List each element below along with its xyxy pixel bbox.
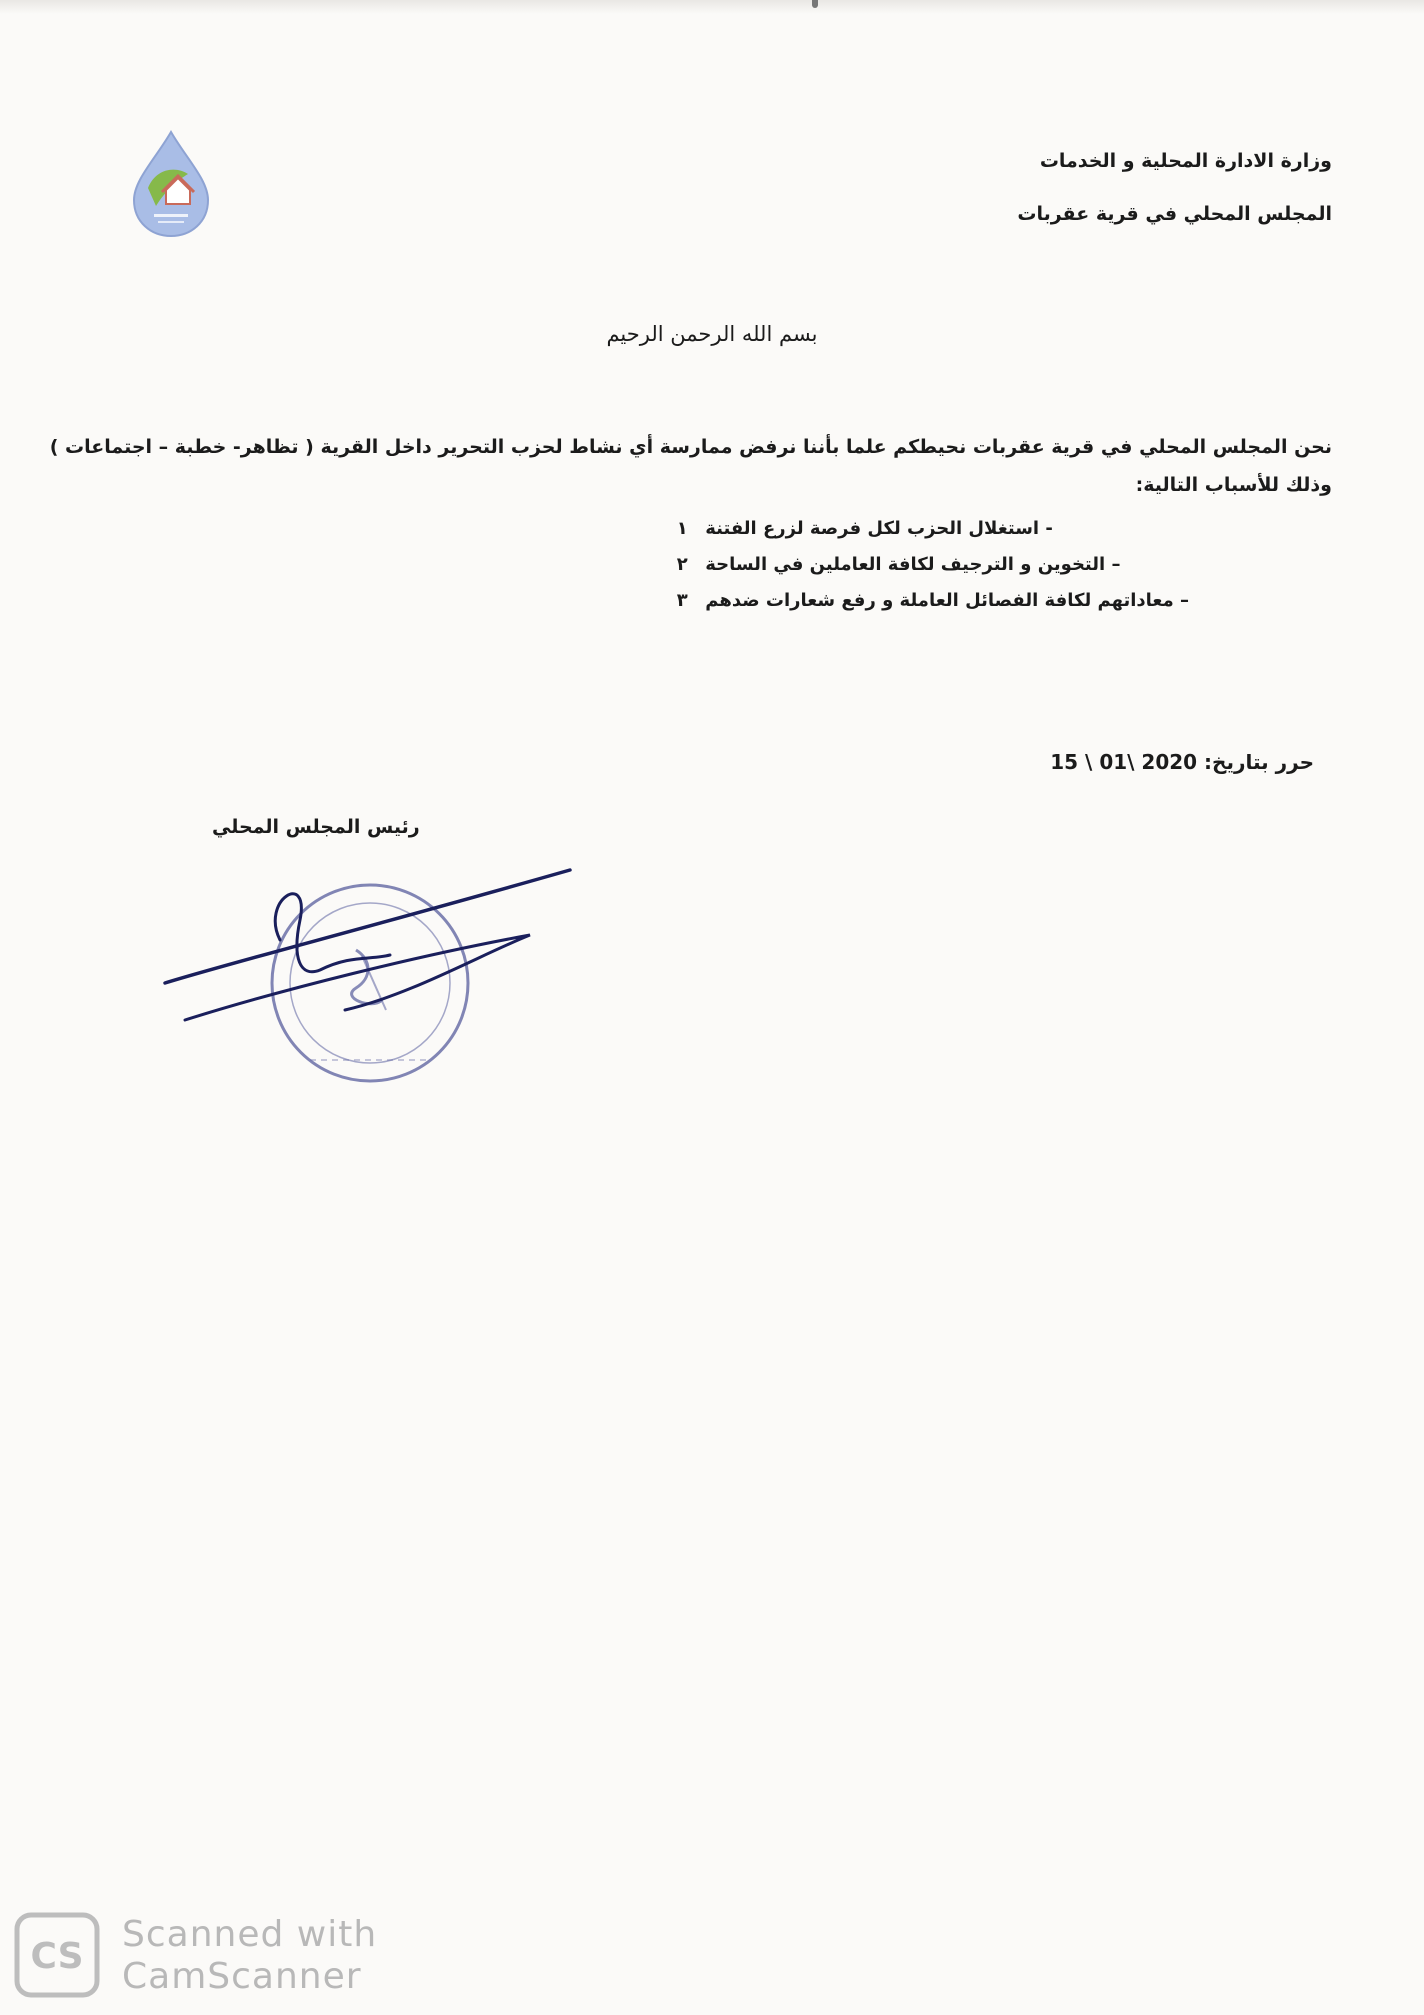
reason-text: – معاداتهم لكافة الفصائل العاملة و رفع شعارات ضدهم: [705, 590, 1189, 611]
camscanner-logo-icon: [14, 1912, 100, 1998]
svg-text:CS: CS: [30, 1936, 84, 1977]
stamp-and-signature: [160, 860, 580, 1090]
reasons-list: [659, 518, 1189, 626]
handwritten-signature-icon: [165, 870, 570, 1020]
council-title: المجلس المحلي في قرية عقربات: [1017, 203, 1332, 225]
issue-date: [1050, 750, 1314, 774]
list-item: [659, 518, 1189, 554]
statement-line-1: نحن المجلس المحلي في قرية عقربات نحيطكم علما بأننا نرفض ممارسة أي نشاط لحزب التحرير داخل القرية ( تظاهر- خطبة – اجتماعات ): [49, 436, 1332, 458]
reason-number: ١: [676, 518, 688, 539]
basmala: بسم الله الرحمن الرحيم: [606, 322, 818, 346]
scan-top-edge: [0, 0, 1424, 14]
date-value: 15 \ 01\ 2020: [1050, 750, 1198, 774]
reason-text: - استغلال الحزب لكل فرصة لزرع الفتنة: [705, 518, 1053, 539]
scan-edge-mark: [812, 0, 818, 8]
reason-text: – التخوين و الترجيف لكافة العاملين في الساحة: [705, 554, 1121, 575]
statement-line-2: وذلك للأسباب التالية:: [1135, 474, 1332, 496]
watermark-line-2: CamScanner: [122, 1956, 362, 1997]
reason-number: ٣: [676, 590, 688, 611]
council-logo-drop-icon: [126, 128, 216, 238]
date-label: حرر بتاريخ:: [1204, 750, 1314, 774]
reason-number: ٢: [676, 554, 688, 575]
ministry-title: وزارة الادارة المحلية و الخدمات: [1039, 150, 1332, 172]
signatory-title: رئيس المجلس المحلي: [212, 816, 420, 838]
watermark-line-1: Scanned with: [122, 1914, 378, 1955]
list-item: [659, 590, 1189, 626]
list-item: [659, 554, 1189, 590]
